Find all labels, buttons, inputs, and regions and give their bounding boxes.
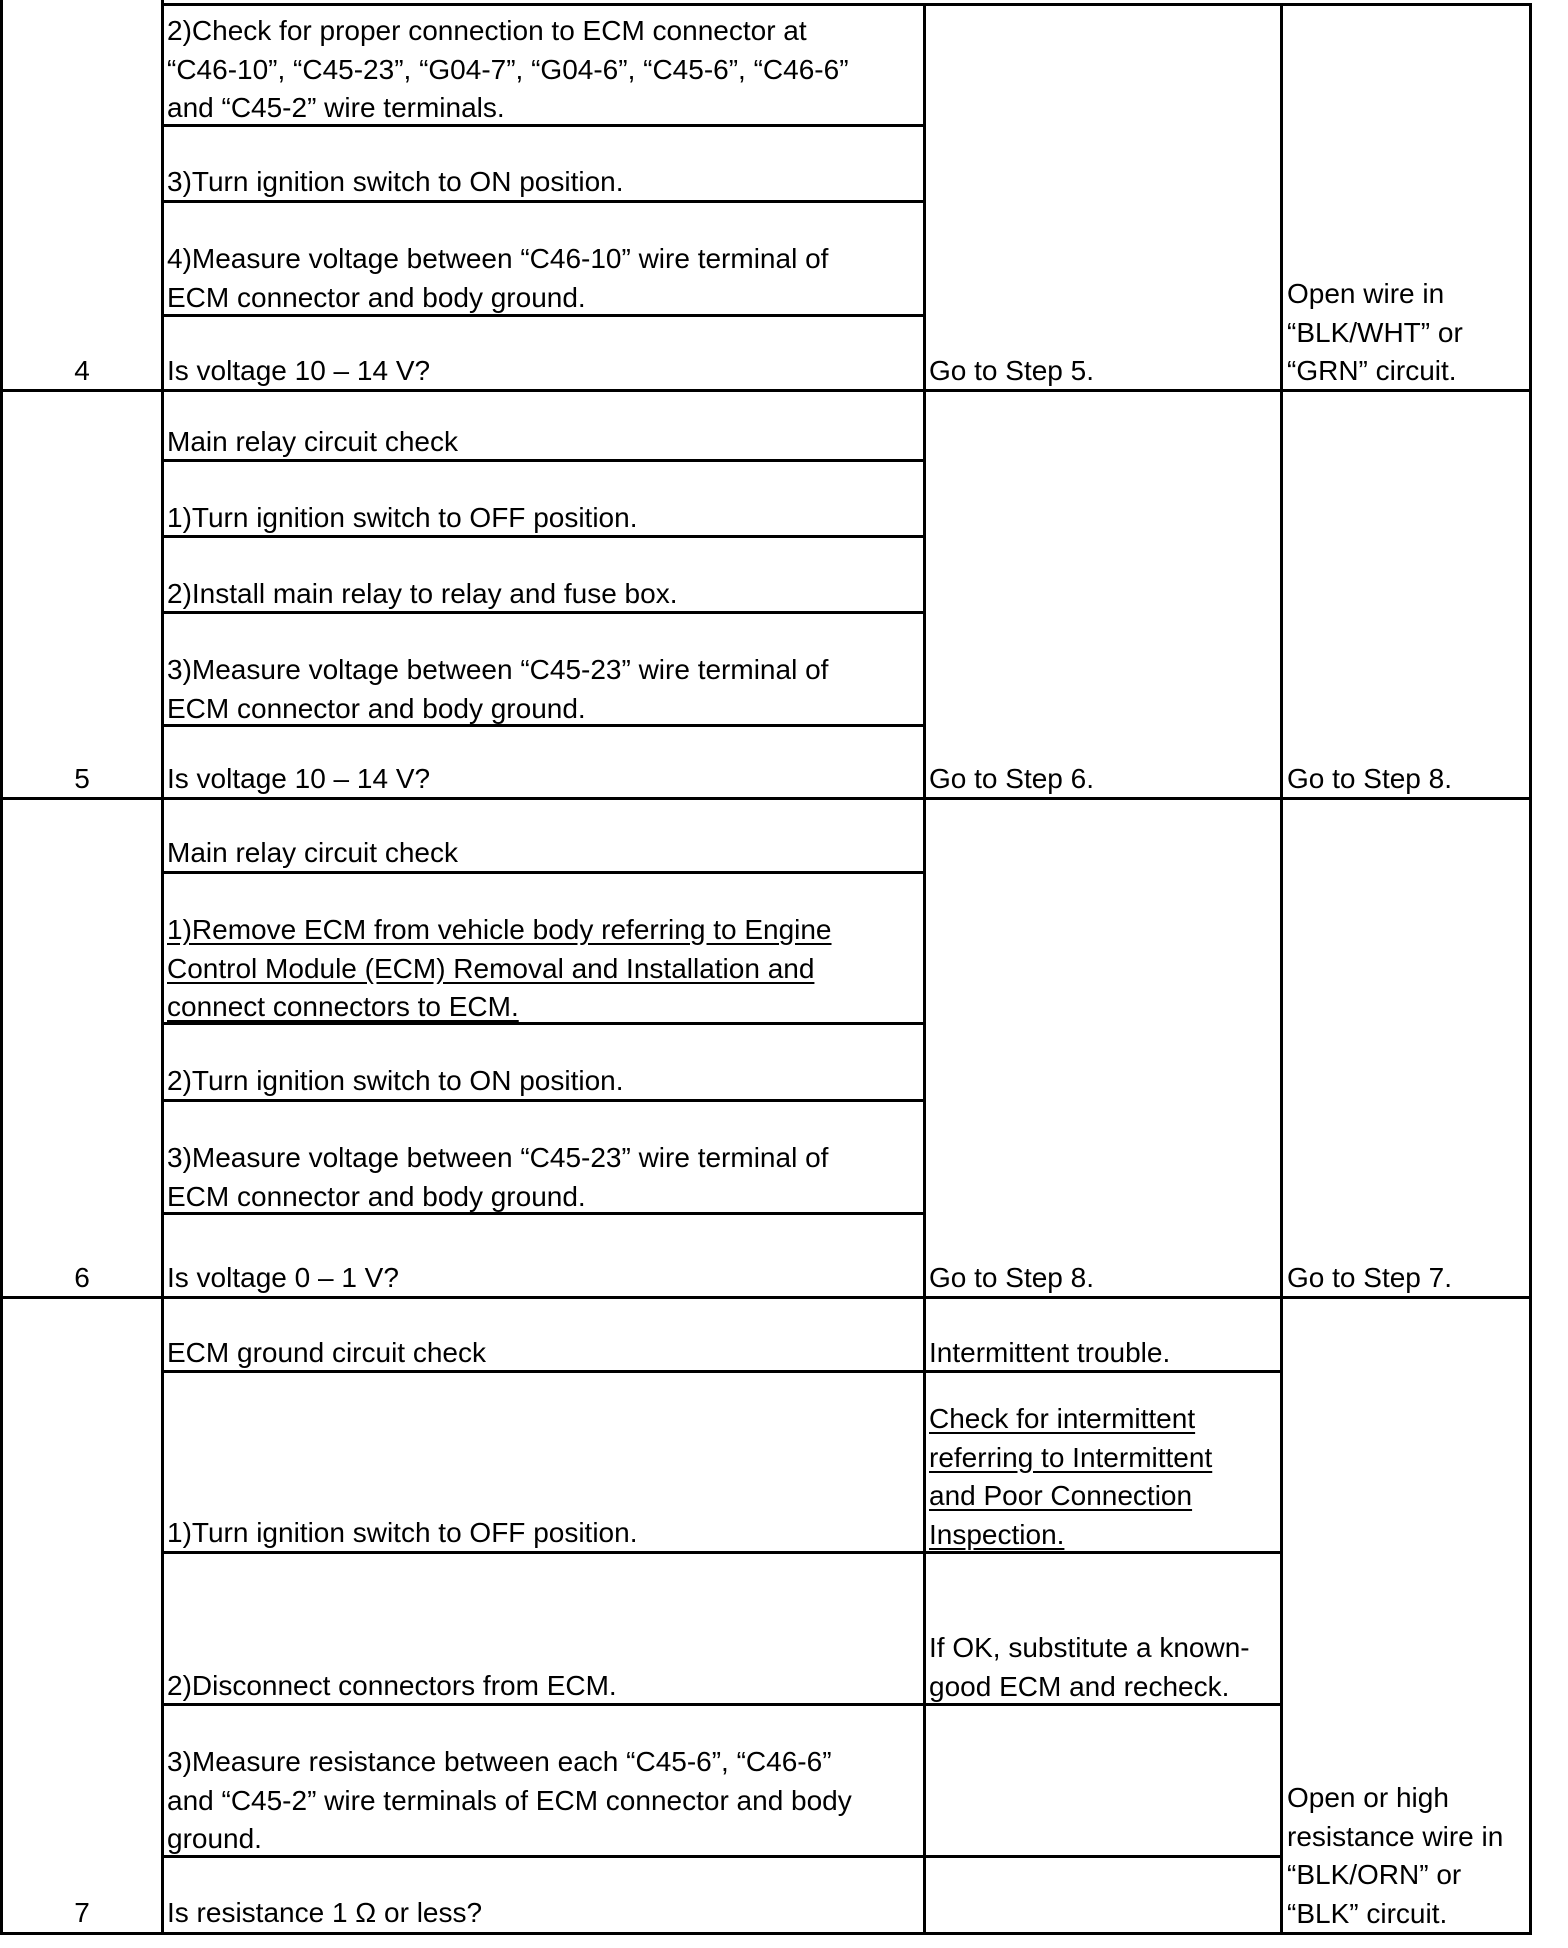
yes-result: If OK, substitute a known- good ECM and recheck. <box>929 1632 1250 1702</box>
step-action: 1)Turn ignition switch to OFF position. <box>167 1517 638 1548</box>
step-action: Main relay circuit check <box>167 837 458 868</box>
table-border-top <box>162 3 1532 6</box>
step-action: 3)Measure voltage between “C45-23” wire terminal of ECM connector and body ground. <box>167 654 829 724</box>
no-result: Open or high resistance wire in “BLK/ORN” or “BLK” circuit. <box>1287 1782 1504 1929</box>
yes-result: Go to Step 8. <box>929 1262 1094 1293</box>
step-action: 2)Turn ignition switch to ON position. <box>167 1065 624 1096</box>
column-divider-action <box>161 0 164 1935</box>
step-action-link[interactable]: 1)Remove ECM from vehicle body referring to Engine Control Module (ECM) Removal and Installation and connect connectors to ECM. <box>167 914 832 1022</box>
step-number: 7 <box>74 1897 90 1928</box>
step-action: ECM ground circuit check <box>167 1337 487 1368</box>
no-result: Open wire in “BLK/WHT” or “GRN” circuit. <box>1287 278 1463 386</box>
step-action: 2)Disconnect connectors from ECM. <box>167 1670 617 1701</box>
column-divider-no <box>1280 3 1283 1935</box>
step-number: 4 <box>74 355 90 386</box>
step-question: Is voltage 10 – 14 V? <box>167 763 431 794</box>
step-action: 4)Measure voltage between “C46-10” wire terminal of ECM connector and body ground. <box>167 243 829 313</box>
step-action: 3)Measure resistance between each “C45-6”, “C46-6” and “C45-2” wire terminals of ECM connector and body ground. <box>167 1746 852 1854</box>
yes-result: Go to Step 5. <box>929 355 1094 386</box>
step-number: 6 <box>74 1262 90 1293</box>
no-result: Go to Step 7. <box>1287 1262 1452 1293</box>
yes-result: Go to Step 6. <box>929 763 1094 794</box>
table-border-right <box>1529 3 1532 1935</box>
step-question: Is resistance 1 Ω or less? <box>167 1897 483 1928</box>
step-question: Is voltage 0 – 1 V? <box>167 1262 399 1293</box>
step-action: 2)Check for proper connection to ECM connector at “C46-10”, “C45-23”, “G04-7”, “G04-6”, “C45-6”, “C46-6” and “C45-2” wire terminals. <box>167 15 849 123</box>
step-number: 5 <box>74 763 90 794</box>
no-result: Go to Step 8. <box>1287 763 1452 794</box>
table-border-left <box>0 0 3 1935</box>
step-action: 2)Install main relay to relay and fuse box. <box>167 578 678 609</box>
step-action: 1)Turn ignition switch to OFF position. <box>167 502 638 533</box>
yes-result: Intermittent trouble. <box>929 1337 1171 1368</box>
step-action: Main relay circuit check <box>167 426 458 457</box>
column-divider-yes <box>923 3 926 1935</box>
step-question: Is voltage 10 – 14 V? <box>167 355 431 386</box>
step-action: 3)Measure voltage between “C45-23” wire terminal of ECM connector and body ground. <box>167 1142 829 1212</box>
step-action: 3)Turn ignition switch to ON position. <box>167 166 624 197</box>
yes-result-link[interactable]: Check for intermittent referring to Intermittent and Poor Connection Inspection. <box>929 1403 1213 1550</box>
